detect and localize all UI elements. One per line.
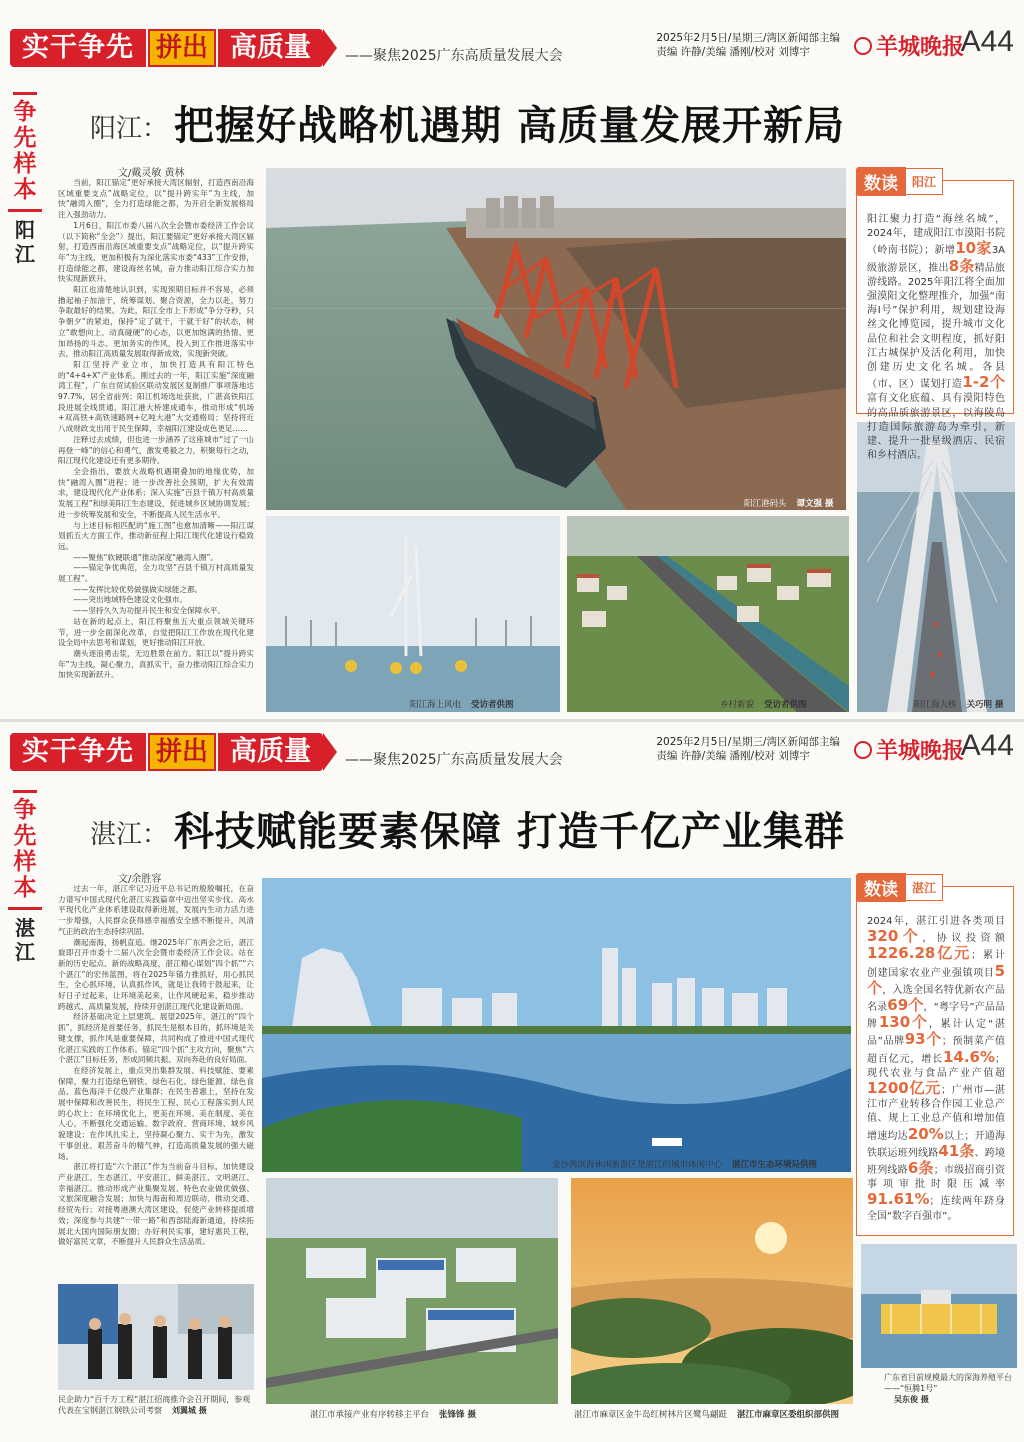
photo-bridge-caption [914, 698, 1003, 710]
article-paragraph: 全会指出，要放大战略机遇期叠加的地缘优势，加快“融湾入圈”进程；进一步改善社会预期，扩大有效需求，建设现代化产业体系；深入实施“百县千镇万村高质量发展工程”和绿美阳江生态建设，促进城乡区域协调发展；进一步统筹发展和安全，不断提高人民生活水平。 [58, 466, 254, 519]
headline-title: 把握好战略机遇期 高质量发展开新局 [174, 103, 845, 149]
highlight-number: 8条 [948, 256, 975, 275]
mangrove-illustration [571, 1178, 853, 1404]
data-reading-box [856, 174, 1014, 462]
article-paragraph: ——突出地域特色建设文化强市。 [73, 595, 188, 605]
article-paragraph: 阳江坚持产业立市，加快打造具有阳江特色的“4+4+X”产业体系。刚过去的一年，阳江实施“深度融湾工程”，广东自贸试验区联动发展区复制推广事项落地达97.7%，居全省前列；阳江机场选址获批，广湛高铁阳江段进展全线贯通，阳江港大桥建成通车，推动形成“机场+双高铁+高铁速路网+亿吨大港”大交通格局；坚持将近八成财政支出用于民生保障，幸福阳江建设成色更足…… [58, 359, 254, 434]
caption-text: 阳江海大桥 [914, 700, 957, 710]
highlight-number: 5个 [867, 961, 1005, 997]
highlight-number: 1-2个 [962, 373, 1006, 392]
platform-illustration [861, 1244, 1017, 1368]
banner-text-a: 实干争先 [10, 733, 146, 771]
headline-title: 科技赋能要素保障 打造千亿产业集群 [174, 809, 845, 855]
data-reading-tag [856, 873, 943, 902]
info-text-run: ；连续两年跻身全国“数字百强市”。 [867, 1196, 1005, 1222]
highlight-number: 1226.28亿元 [867, 944, 972, 963]
caption-text: 乡村新貌 [720, 700, 755, 710]
caption-text: 广东省目前规模最大的深海养殖平台——“恒腾1号” [884, 1373, 1012, 1393]
headline [90, 94, 845, 151]
info-text-run: ；市级招商引资事项审批时限压减率 [867, 1165, 1006, 1191]
side-label-city: 阳江 [15, 218, 35, 266]
article-paragraph: ——发挥比较优势做强做实绿能之都。 [73, 584, 203, 594]
article-paragraph: 潮起南海，扬帆直追。继2025年广东两会之后，湛江旋即召开市委十二届八次全会暨市委经济工作会议。站在新的历史起点、新的战略高度，湛江精心谋划“四个抓”“六个湛江”的宏伟蓝图，将在2025年锚力推抓好，用心抓民生，全心抓环境，认真抓作风，就是让我铸于鼓起来，让好日子过起来，让环境美起来，让作风硬起来，稳步推动跨越式、高质量发展，持续开创湛江现代化建设新局面。 [58, 937, 254, 1011]
logo-text: 羊城晚报 [875, 738, 964, 764]
highlight-number: 130个 [878, 1013, 929, 1032]
photo-port [266, 168, 846, 510]
port-illustration [266, 168, 846, 510]
article-paragraph: 注释过去成绩，但也进一步涵养了这座城市“过了一山再登一峰”的信心和勇气，激发勇毅之力，积聚每行之动，阳江现代化建设还有更多期待。 [58, 434, 254, 466]
caption-text: 湛江市麻章区金牛岛红树林片区鹭鸟翩跹 [574, 1410, 728, 1420]
photo-coastal-caption [552, 1158, 817, 1170]
article-paragraph: 1月6日，阳江市委八届八次全会暨市委经济工作会议（以下简称“全会”）提出，阳江要锚定“更好承接大湾区辐射，打造西南沿海区域重要支点”战略定位，以“提升跨实年”为主线，更加积极有为深化落实市委“433”工作安排，打造绿能之都，建设海丝名城，奋力推动阳江综合实力加快实现新跃升。 [58, 220, 254, 284]
article-paragraph: 经济基础决定上层建筑。展望2025年，湛江的“四个抓”，抓经济是首要任务，抓民生是根本目的，抓环境是关键支撑，抓作风是重要保障，共同构成了推进中国式现代化湛江实践的工作体系。锚定“四个抓”主攻方向，聚焦“六个湛江”目标任务，形成同频共振、双向奔赴的良好局面。 [58, 1012, 254, 1065]
info-text-run: 富有文化底蕴、具有漠阳特色的高品质旅游景区，以海陵岛打造国际旅游岛为牵引，新建、提升一批星级酒店、民宿和乡村酒店。 [867, 393, 1005, 462]
info-text-run: ；现代农业与食品产业产值超 [867, 1053, 1005, 1079]
side-column-label [8, 790, 42, 964]
highlight-number: 93个 [904, 1030, 942, 1049]
article-body [58, 178, 254, 681]
page-number: A44 [960, 729, 1014, 762]
article-paragraph: 湛江将打造“六个湛江”作为当前奋斗目标，加快建设产业湛江、生态湛江、平安湛江、鲜美湛江、文明湛江、幸福湛江。推动形成产业集聚发展、特色农业做优做强、文旅深度融合发展；加快与海南和周边联动、推动交通、经贸先行；对接粤港澳大湾区建设，促使产业转移提质增效；深度参与共建“一带一路”和西部陆海新通道，持续拓展北大国内国际朋友圈；办好利民实事，建好惠民工程，做好富民文章，不断提升人民群众生活品质。 [58, 1162, 254, 1247]
newspaper-logo [854, 734, 964, 765]
highlight-number: 69个 [887, 996, 924, 1015]
banner-arrow-icon [323, 733, 337, 771]
caption-text: 金沙湾滨海休闲旅游区是湛江的城市休闲中心 [552, 1160, 723, 1170]
photo-industrial-caption [310, 1408, 476, 1420]
visitors-illustration [58, 1284, 254, 1390]
highlight-number: 41条 [938, 1141, 975, 1160]
caption-text: 阳江港码头 [744, 499, 787, 509]
caption-credit: 湛江市生态环境局供图 [732, 1160, 818, 1170]
edition-meta [656, 735, 840, 763]
banner-subtitle: ——聚焦2025广东高质量发展大会 [345, 752, 563, 768]
banner [10, 28, 563, 68]
meta-line-2: 责编 许静/美编 潘刚/校对 刘博宇 [656, 750, 810, 762]
wind-farm-illustration [266, 516, 560, 712]
tag-label: 数读 [856, 873, 906, 902]
headline [90, 800, 845, 857]
info-text-run: ，入选全国名特优新农产品名录 [867, 984, 1005, 1014]
photo-mangrove-caption [574, 1408, 839, 1420]
caption-credit: 关巧明 摄 [966, 700, 1004, 710]
photo-mangrove [571, 1178, 853, 1404]
caption-text: 民企助力“百千万工程”湛江招商推介会召开期间，参观代表在宝钢湛江钢铁公司考察 [58, 1395, 251, 1415]
headline-location: 湛江： [90, 820, 169, 850]
highlight-number: 10家 [955, 239, 992, 258]
article-paragraph: 潮头逐浪勇击浆，无边胜景在前方。阳江以“提升跨实年”为主线，凝心聚力，真抓实干，奋力推动阳江综合实力加快实现新跃升。 [58, 648, 254, 680]
highlight-number: 1200亿元 [867, 1079, 942, 1098]
logo-emblem-icon [854, 37, 872, 55]
caption-credit: 张锋锋 摄 [439, 1410, 476, 1420]
data-reading-text [857, 887, 1013, 1232]
caption-text: 阳江海上风电 [410, 700, 462, 710]
side-column-label [8, 92, 42, 266]
page-number: A44 [960, 25, 1014, 58]
banner-text-a: 实干争先 [10, 29, 146, 67]
tag-label: 数读 [856, 167, 906, 196]
zhanjiang-section [0, 722, 1024, 1442]
meta-line-1: 2025年2月5日/星期三/湾区新闻部主编 [656, 736, 840, 748]
highlight-number: 320个 [867, 927, 923, 946]
info-text-run: 阳江聚力打造“海丝名城”，2024年，建成阳江市漠阳书院（岭南书院）；新增 [867, 214, 1005, 257]
edition-meta [656, 31, 840, 59]
info-text-run: ，协议投资额 [922, 933, 1006, 945]
side-label-city: 湛江 [15, 916, 35, 964]
side-label-series: 争先样本 [13, 790, 37, 901]
meta-line-1: 2025年2月5日/星期三/湾区新闻部主编 [656, 32, 840, 44]
article-paragraph: 当前，阳江锚定“更好承接大湾区辐射，打造西南沿海区域重要支点”战略定位，以“提升跨实年”为主线，加快“融湾入圈”，全力打造绿能之都，为开启全新发展格局注入强劲动力。 [58, 178, 254, 220]
photo-wind-farm [266, 516, 560, 712]
info-text-run: 2024年，湛江引进各类项目 [867, 916, 1005, 927]
info-text-run: ；广州市—湛江市产业转移合作园工业总产值、规上工业总产值和增加值增速均达 [867, 1085, 1005, 1142]
data-reading-tag [856, 167, 943, 196]
article-body [58, 884, 254, 1274]
data-reading-text [857, 181, 1013, 471]
photo-coastal-city [262, 878, 851, 1172]
info-text-run: 、跨境班列线路 [867, 1147, 1006, 1177]
newspaper-logo [854, 30, 964, 61]
photo-port-caption [744, 497, 833, 509]
caption-credit: 刘翼城 摄 [172, 1406, 207, 1415]
coastal-city-illustration [262, 878, 851, 1172]
industrial-park-illustration [266, 1178, 558, 1404]
village-illustration [567, 516, 849, 712]
logo-text: 羊城晚报 [875, 34, 964, 60]
side-divider [8, 209, 42, 212]
logo-emblem-icon [854, 741, 872, 759]
photo-village [567, 516, 849, 712]
yangjiang-section [0, 0, 1024, 720]
highlight-number: 91.61% [867, 1190, 930, 1209]
info-text-run: 精品旅游线路。2025年阳江将全面加强漠阳文化整理推介，加强“南海Ⅰ号”保护利用，规划建设海丝文化博览园，提升城市文化品位和社会文明程度，抓好阳江古城保护及活化利用，加快创建历史文化名城。各县（市、区）谋划打造 [867, 262, 1006, 391]
byline: 文/戴灵敏 黄林 [118, 168, 185, 179]
highlight-number: 6条 [907, 1159, 934, 1178]
meta-line-2: 责编 许静/美编 潘刚/校对 刘博宇 [656, 46, 810, 58]
banner-text-c: 高质量 [218, 29, 323, 67]
photo-industrial-park [266, 1178, 558, 1404]
caption-credit: 谭文强 摄 [796, 499, 834, 509]
article-paragraph: 与上述目标相匹配的“施工图”也愈加清晰——阳江谋划抓五大方面工作，推动新征程上阳江现代化建设行稳致远。 [58, 520, 254, 551]
headline-location: 阳江： [90, 114, 169, 144]
photo-aquaculture-platform [861, 1244, 1017, 1368]
info-text-run: 以上；开通海铁联运班列线路 [867, 1130, 1006, 1159]
banner-arrow-icon [323, 29, 337, 67]
photo-platform-caption [884, 1372, 1014, 1405]
info-text-run: ，“粤字号”产品品牌 [867, 1002, 1005, 1031]
photo-wind-caption [410, 698, 514, 710]
banner-text-c: 高质量 [218, 733, 323, 771]
highlight-number: 14.6% [942, 1047, 995, 1066]
article-paragraph: ——锚定争优典范，全力攻坚“百县千镇万村高质量发展工程”。 [58, 563, 254, 584]
banner [10, 732, 563, 772]
info-text-run: ；预制菜产值超百亿元，增长 [867, 1036, 1006, 1065]
article-paragraph: 站在新的起点上，阳江将聚焦五大重点领域关键环节，进一步全面深化改革，自觉把阳江工作放在现代化建设全局中去思考和谋划，更好推动阳江开放。 [58, 616, 254, 648]
byline: 文/余胜容 [118, 874, 162, 885]
article-paragraph: 过去一年，湛江牢记习近平总书记的殷殷嘱托，在奋力谱写中国式现代化湛江实践篇章中迈出坚实步伐。高水平现代化产业体系建设取得新进展，发展内生动力活力进一步增强，人民群众获得感幸福感安全感不断提升，风清气正的政治生态持续巩固。 [58, 884, 254, 936]
banner-subtitle: ——聚焦2025广东高质量发展大会 [345, 48, 563, 64]
banner-text-b: 拼出 [148, 29, 216, 67]
side-label-series: 争先样本 [13, 92, 37, 203]
caption-credit: 受访者供图 [764, 700, 807, 710]
photo-village-caption [720, 698, 807, 710]
info-text-run: ，累计认定“湛品”品牌 [867, 1019, 1006, 1048]
photo-visitors [58, 1284, 254, 1390]
article-paragraph: 在经济发展上，重点突出集群发展、科技赋能、要素保障，聚力打造绿色钢铁、绿色石化、绿色能源、绿色食品、蓝色海洋千亿级产业集群；在民生普惠上，坚持在发展中保障和改善民生，将民生工程、民心工程落实到人民的心坎上；在环境优化上，更美在环境、美在制度、美在人心，不断强化交通运输、数字政府、营商环境、城乡风貌建设；在作风扎实上，坚持凝心聚力、实干为先，激发干事创业、艰苦奋斗的精气神，打造高质量发展的强大磁场。 [58, 1065, 254, 1161]
article-paragraph: ——聚焦“软硬联通”推动深度“融湾入圈”。 [73, 552, 219, 562]
caption-credit: 湛江市麻章区委组织部供图 [737, 1410, 840, 1420]
info-text-run: 3A级旅游景区，推出 [867, 245, 1006, 274]
article-paragraph: ——坚持久久为功提升民生和安全保障水平。 [73, 606, 226, 616]
banner-text-b: 拼出 [148, 733, 216, 771]
info-text-run: ；累计创建国家农业产业强镇项目 [867, 950, 1005, 979]
photo-visitors-caption [58, 1394, 254, 1416]
highlight-number: 20% [907, 1124, 944, 1143]
caption-credit: 吴东俊 摄 [894, 1395, 929, 1404]
tag-city: 湛江 [906, 874, 943, 901]
tag-city: 阳江 [906, 168, 943, 195]
caption-credit: 受访者供图 [471, 700, 514, 710]
data-reading-box [856, 880, 1014, 1236]
side-divider [8, 907, 42, 910]
article-paragraph: 阳江也清楚地认识到，实现预期目标并不容易，必须撸起袖子加油干，统筹谋划、聚合资源，全力以赴，努力争取最好的结果。为此，阳江全市上下形成“争分夺秒，只争朝夕”的紧迫，保持“定了就干，干就干好”的状态，树立“敢想向上、动真碰硬”的心态，以更加饱满的热情、更加昂扬的斗志、更加务实的作风，投入到工作推进落实中去，推动阳江高质量发展取得新成效，实现新突破。 [58, 285, 254, 359]
caption-text: 湛江市承接产业有序转移主平台 [310, 1410, 430, 1420]
